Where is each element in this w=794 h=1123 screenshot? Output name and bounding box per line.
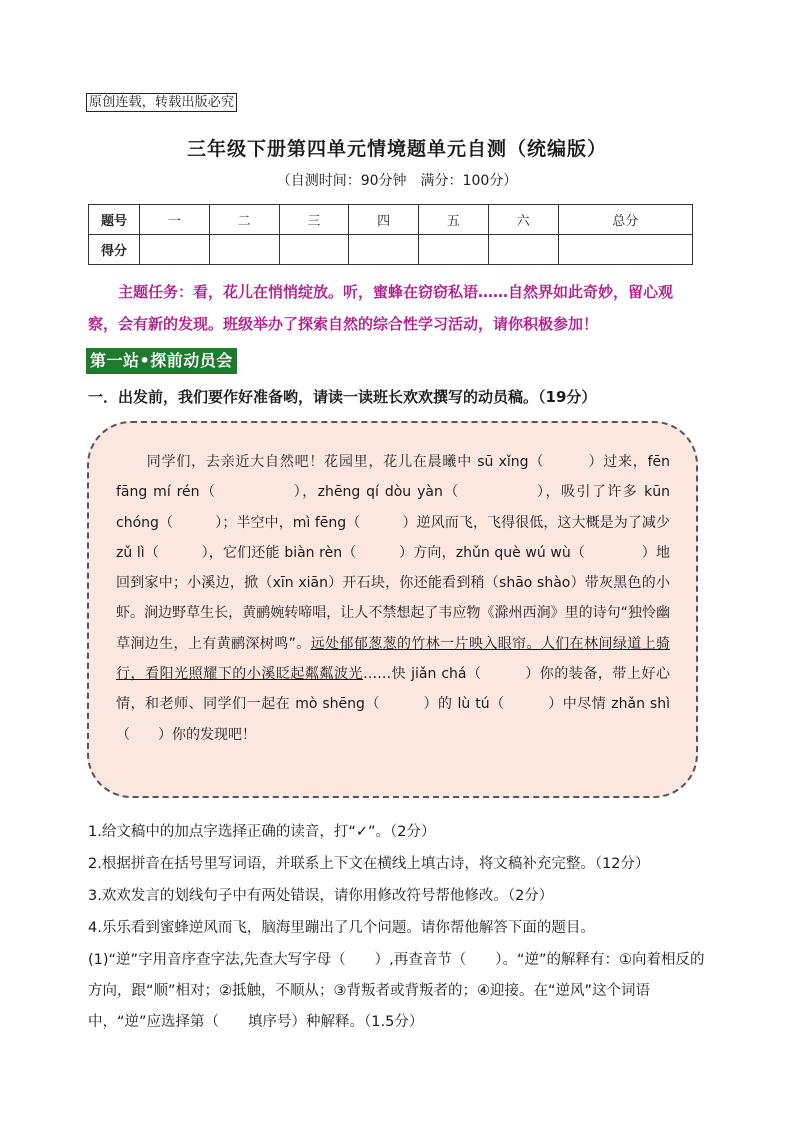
score-cell[interactable] (209, 235, 279, 265)
question-1-prompt: 一．出发前，我们要作好准备哟，请读一读班长欢欢撰写的动员稿。（19分） (88, 388, 597, 406)
column-2: 二 (209, 205, 279, 235)
sub-question-4: 4.乐乐看到蜜蜂逆风而飞，脑海里蹦出了几个问题。请你帮他解答下面的题目。 (88, 920, 595, 936)
passage-text (116, 447, 670, 750)
column-1: 一 (140, 205, 210, 235)
score-cell[interactable] (349, 235, 419, 265)
page-title: 三年级下册第四单元情境题单元自测（统编版） (186, 138, 607, 160)
score-label: 得分 (89, 235, 140, 265)
score-table-score-row (89, 235, 693, 265)
theme-task (88, 276, 694, 340)
question-number-label: 题号 (89, 205, 140, 235)
score-table-header-row (89, 205, 693, 235)
score-cell[interactable] (419, 235, 489, 265)
exam-info: （自测时间：90分钟 满分：100分） (276, 173, 518, 189)
score-cell[interactable] (140, 235, 210, 265)
score-cell[interactable] (279, 235, 349, 265)
section-heading: 第一站•探前动员会 (86, 348, 237, 374)
column-4: 四 (349, 205, 419, 235)
sub-question-3: 3.欢欢发言的划线句子中有两处错误，请你用修改符号帮他修改。（2分） (88, 888, 554, 904)
copyright-tag: 原创连载，转载出版必究 (86, 93, 237, 112)
column-6: 六 (488, 205, 558, 235)
column-total: 总分 (558, 205, 693, 235)
score-cell[interactable] (488, 235, 558, 265)
score-cell[interactable] (558, 235, 693, 265)
theme-task-text: 主题任务：看，花儿在悄悄绽放。听，蜜蜂在窃窃私语……自然界如此奇妙，留心观察，会有新的发现。班级举办了探索自然的综合性学习活动，请你积极参加！ (88, 283, 674, 333)
underlined-sentence: 远处郁郁葱葱的竹林一片映入眼帘。人们在林间绿道上骑行，看阳光照耀下的小溪眨起粼粼波光 (116, 635, 670, 683)
sub-question-4-1: (1)“逆”字用音序查字法,先查大写字母（ ）,再查音节（ ）。“逆”的解释有：①向着相反的方向，跟“顺”相对；②抵触，不顺从；③背叛者或背叛者的；④迎接。在“逆风”这个词语中，“逆”应选择第（ 填序号）种解释。（1.5分） (88, 952, 705, 1030)
passage-part-2: ……快 jiǎn chá（ ）你的装备，带上好心情，和老师、同学们一起在 mò shēng（ ）的 lù tú（ ）中尽情 zhǎn shì（ ）你的发现吧！ (116, 666, 671, 743)
column-5: 五 (419, 205, 489, 235)
score-table (88, 204, 693, 265)
sub-question-2: 2.根据拼音在括号里写词语，并联系上下文在横线上填古诗，将文稿补充完整。（12分） (88, 856, 650, 872)
passage-part-1: 同学们，去亲近大自然吧！花园里，花儿在晨曦中 sū xǐng（ ）过来，fēn fāng mí rén（ ），zhēng qí dòu yàn（ ），吸引了许多 kūn chóng（ ）；半空中，mì fēng（ ）逆风而飞，飞得很低，这大概是为了减少 zǔ lì（ ），它们还能 biàn rèn（ ）方向，zhǔn què wú wù（ ）地回到家中；小溪边，掀（xīn xiān）开石块，你还能看到稍（shāo shào）带灰黑色的小虾。涧边野草生长，黄鹂婉转啼唱，让人不禁想起了韦应物《滁州西涧》里的诗句“独怜幽草涧边生，上有黄鹂深树鸣”。 (116, 454, 670, 652)
sub-question-1: 1.给文稿中的加点字选择正确的读音，打“✓”。（2分） (88, 824, 436, 840)
column-3: 三 (279, 205, 349, 235)
